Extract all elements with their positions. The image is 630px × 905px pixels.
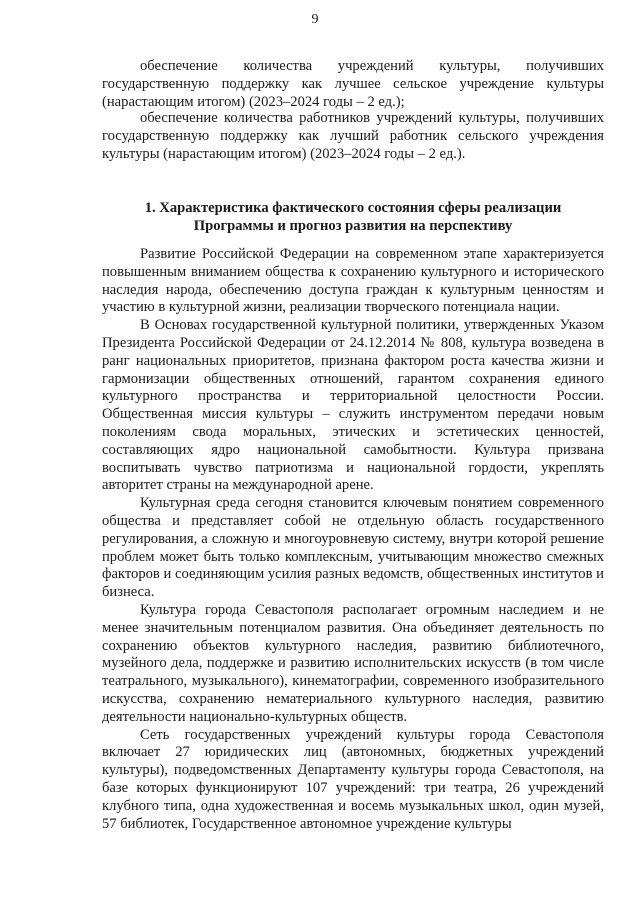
intro-item-text: обеспечение количества работников учреждений культуры, получивших государственную поддержку как лучший работник сельского учреждения культуры (нарастающим итогом) (2023–2024 годы – 2 ед.). [102,110,604,162]
page-number: 9 [311,12,319,27]
section-body [102,246,604,833]
section-heading-line-2: Программы и прогноз развития на перспективу [193,217,513,234]
intro-item-2 [102,110,604,163]
paragraph: Сеть государственных учреждений культуры города Севастополя включает 27 юридических лиц (автономных, бюджетных учреждений культуры), подведомственных Департаменту культуры города Севастополя, на базе которых функционируют 107 учреждений: три театра, 26 учреждений клубного типа, одна художественная и восемь музыкальных школ, один музей, 57 библиотек, Государственное автономное учреждение культуры [102,726,604,832]
intro-item-text: обеспечение количества учреждений культуры, получивших государственную поддержку как лучшее сельское учреждение культуры (нарастающим итогом) (2023–2024 годы – 2 ед.); [102,58,604,110]
intro-item-1 [102,58,604,111]
paragraph: Культурная среда сегодня становится ключевым понятием современного общества и представляет собой не отдельную область государственного регулирования, а сложную и многоуровневую систему, внутри которой решение проблем может быть только комплексным, учитывающим множество смежных факторов и соединяющим усилия разных ведомств, общественных институтов и бизнеса. [102,495,604,601]
paragraph: Развитие Российской Федерации на современном этапе характеризуется повышенным вниманием общества к сохранению культурного и исторического наследия народа, обеспечению доступа граждан к культурным ценностям и участию в культурной жизни, реализации творческого потенциала нации. [102,246,604,316]
section-heading [102,200,604,236]
paragraph: Культура города Севастополя располагает огромным наследием и не менее значительным потенциалом развития. Она объединяет деятельность по сохранению объектов культурного наследия, развитию библиотечного, музейного дела, поддержке и развитию исполнительских искусств (в том числе театрального, музыкального), кинематографии, современного изобразительного искусства, сохранению нематериального культурного наследия, развитию деятельности национально-культурных обществ. [102,601,604,725]
section-heading-line-1: 1. Характеристика фактического состояния сферы реализации [144,200,562,216]
paragraph: В Основах государственной культурной политики, утвержденных Указом Президента Российской Федерации от 24.12.2014 № 808, культура возведена в ранг национальных приоритетов, признана фактором роста качества жизни и гармонизации общественных отношений, гарантом сохранения единого культурного пространства и территориальной целостности России. Общественная миссия культуры – служить инструментом передачи новым поколениям свода моральных, этических и эстетических ценностей, составляющих ядро национальной самобытности. Культура призвана воспитывать чувство патриотизма и национальной гордости, укреплять авторитет страны на международной арене. [102,317,604,494]
